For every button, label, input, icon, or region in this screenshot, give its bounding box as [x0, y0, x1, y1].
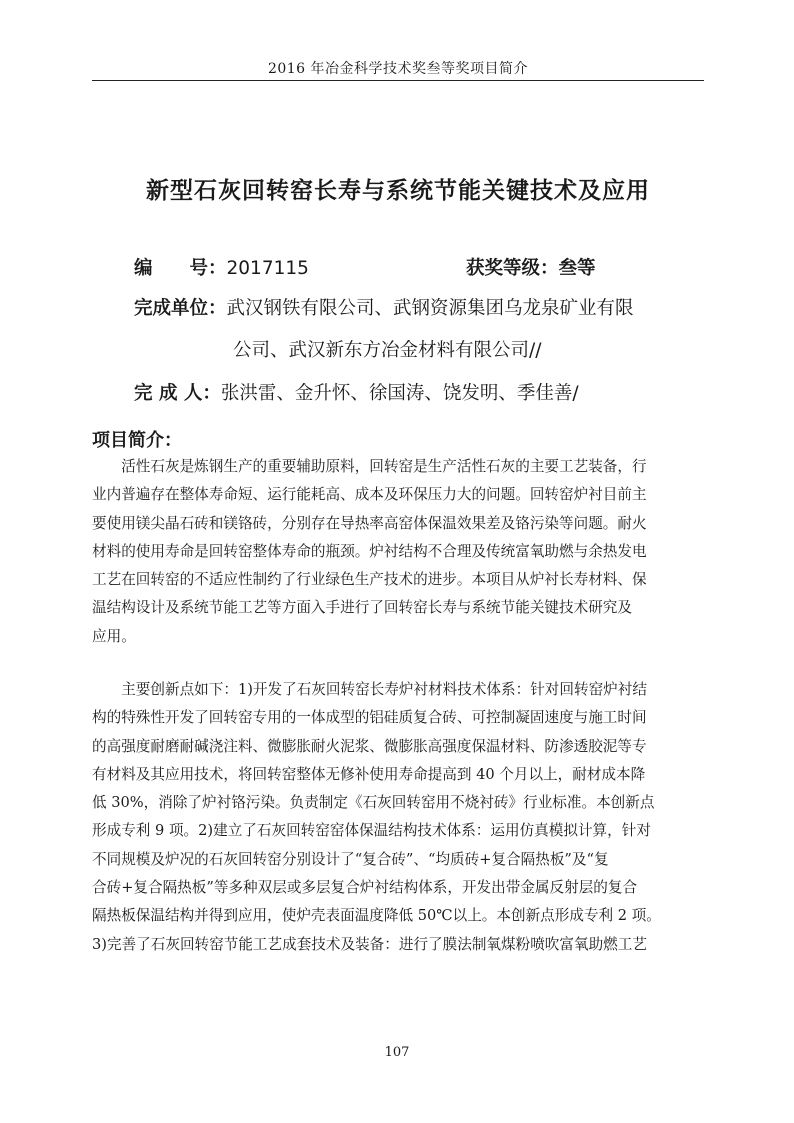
- text-line: 3)完善了石灰回转窑节能工艺成套技术及装备：进行了膜法制氧煤粉喷吹富氧助燃工艺: [92, 935, 647, 953]
- document-title: 新型石灰回转窑长寿与系统节能关键技术及应用: [146, 178, 650, 204]
- intro-paragraph: [92, 453, 712, 651]
- completing-units-continued: [233, 340, 541, 362]
- completers-value: 张洪雷、金升怀、徐国涛、饶发明、季佳善/: [220, 383, 579, 404]
- award-level-label: 获奖等级：: [466, 258, 559, 279]
- text-line: 形成专利 9 项。2)建立了石灰回转窑窑体保温结构技术体系：运用仿真模拟计算，针对: [92, 822, 651, 840]
- text-line: 合砖+复合隔热板”等多种双层或多层复合炉衬结构体系，开发出带金属反射层的复合: [92, 879, 638, 897]
- text-line: 低 30%，消除了炉衬铬污染。负责制定《石灰回转窑用不烧衬砖》行业标准。本创新点: [92, 794, 655, 812]
- text-line: 业内普遍存在整体寿命短、运行能耗高、成本及环保压力大的问题。回转窑炉衬目前主: [92, 486, 647, 504]
- award-level: [466, 258, 596, 280]
- text-line: 活性石灰是炼钢生产的重要辅助原料，回转窑是生产活性石灰的主要工艺装备，行: [92, 458, 647, 475]
- text-line: 要使用镁尖晶石砖和镁铬砖，分别存在导热率高窑体保温效果差及铬污染等问题。耐火: [92, 514, 647, 532]
- page-header: 2016 年冶金科学技术奖叁等奖项目简介: [267, 61, 529, 77]
- text-line: 构的特殊性开发了回转窑专用的一体成型的铝硅质复合砖、可控制凝固速度与施工时间: [92, 709, 647, 727]
- text-line: 工艺在回转窑的不适应性制约了行业绿色生产技术的进步。本项目从炉衬长寿材料、保: [92, 571, 647, 589]
- text-line: 不同规模及炉况的石灰回转窑分别设计了“复合砖”、“均质砖+复合隔热板”及“复: [92, 850, 609, 868]
- text-line: 温结构设计及系统节能工艺等方面入手进行了回转窑长寿与系统节能关键技术研究及: [92, 599, 632, 617]
- completing-units: [134, 298, 634, 320]
- completing-units-label: 完成单位：: [134, 298, 227, 319]
- award-level-value: 叁等: [558, 258, 596, 279]
- completing-units-line1: 武汉钢铁有限公司、武钢资源集团乌龙泉矿业有限: [226, 298, 634, 319]
- text-line: 隔热板保温结构并得到应用，使炉壳表面温度降低 50℃以上。本创新点形成专利 2 项。: [92, 907, 661, 925]
- section-title: 项目简介：: [92, 430, 182, 451]
- completers-label: 完 成 人：: [134, 383, 221, 404]
- text-line: 材料的使用寿命是回转窑整体寿命的瓶颈。炉衬结构不合理及传统富氧助燃与余热发电: [92, 542, 647, 560]
- completing-units-line2: 公司、武汉新东方冶金材料有限公司//: [233, 340, 542, 361]
- page-number: 107: [384, 1045, 410, 1060]
- completers: [134, 383, 579, 405]
- header-rule: [92, 80, 704, 81]
- text-line: 应用。: [92, 627, 136, 645]
- innovation-paragraph: [92, 676, 712, 959]
- project-number: [134, 258, 309, 280]
- text-line: 主要创新点如下：1)开发了石灰回转窑长寿炉衬材料技术体系：针对回转窑炉衬结: [92, 681, 647, 698]
- text-line: 的高强度耐磨耐碱浇注料、微膨胀耐火泥浆、微膨胀高强度保温材料、防渗透胶泥等专: [92, 737, 647, 755]
- project-number-label: 编 号：: [134, 258, 227, 279]
- text-line: 有材料及其应用技术，将回转窑整体无修补使用寿命提高到 40 个月以上，耐材成本降: [92, 765, 646, 783]
- project-number-value: 2017115: [226, 258, 309, 279]
